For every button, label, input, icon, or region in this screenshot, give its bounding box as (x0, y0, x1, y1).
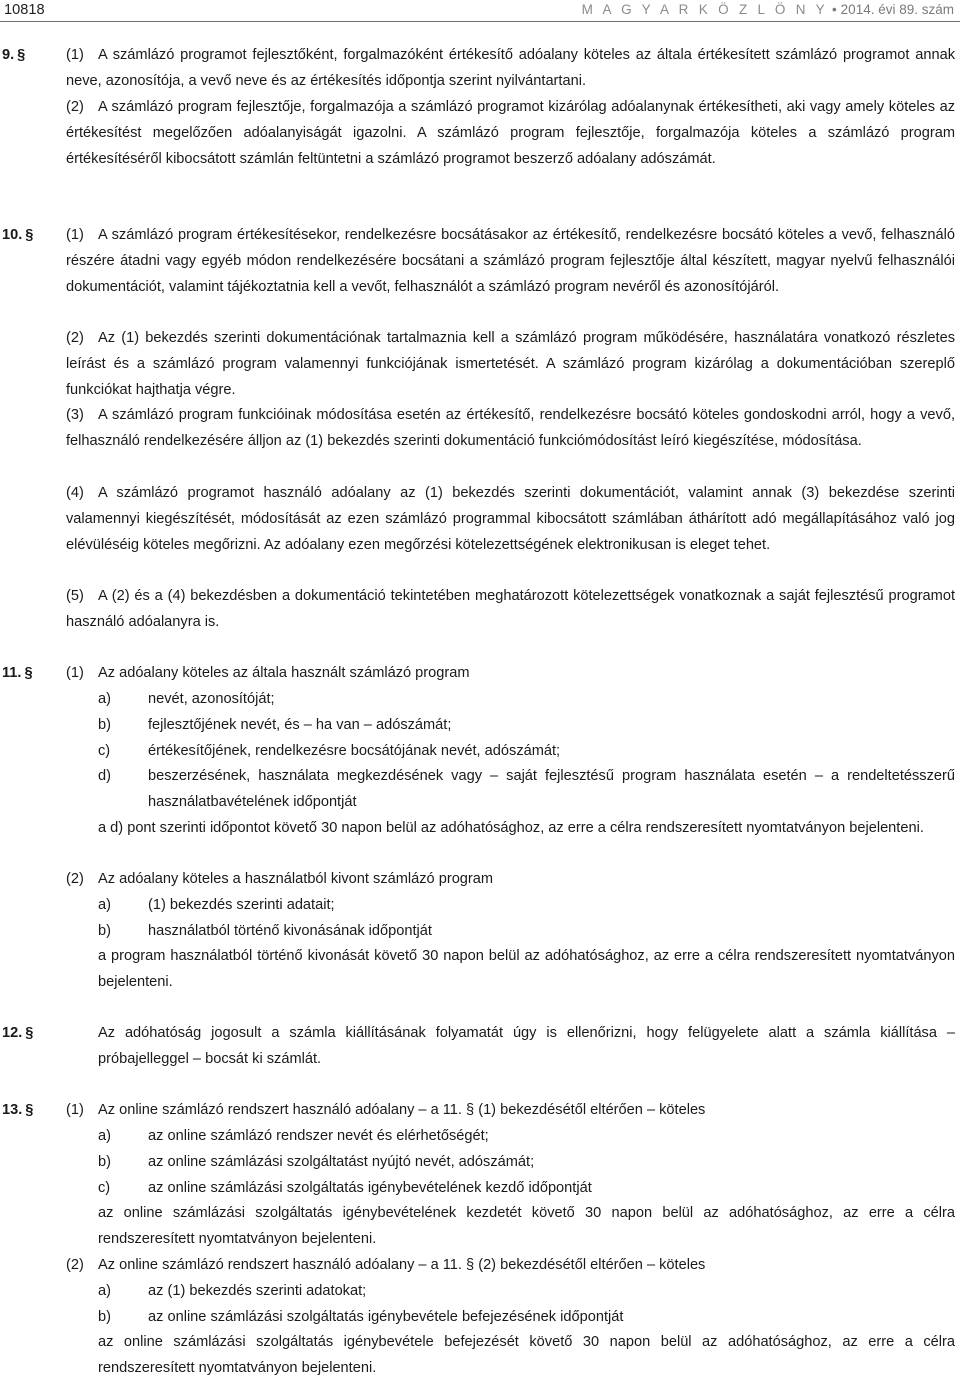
paragraph-label: (5) (66, 588, 84, 604)
section-number: 11. § (2, 665, 33, 681)
paragraph-outro: a d) pont szerinti időpontot követő 30 napon belül az adóhatósághoz, az erre a célra rendszeresített nyomtatványon bejelenteni. (98, 820, 924, 836)
paragraph-text: A (2) és a (4) bekezdésben a dokumentáció tekintetében meghatározott kötelezettségek vonatkoznak a saját fejlesztésű programot használó adóalanyra is. (66, 588, 955, 630)
paragraph-label: (4) (66, 485, 84, 501)
list-item: beszerzésének, használata megkezdésének vagy – saját fejlesztésű program használata esetén – a rendeltetésszerű használatbavételének időpontját (148, 768, 955, 810)
section-number: 10. § (2, 227, 34, 243)
list-item-letter: c) (98, 1180, 111, 1196)
list-item-letter: b) (98, 1154, 111, 1170)
list-item-letter: a) (98, 1128, 111, 1144)
section-number: 12. § (2, 1025, 34, 1041)
paragraph-outro: az online számlázási szolgáltatás igénybevételének kezdetét követő 30 napon belül az adóhatósághoz, az erre a célra rendszeresített nyomtatványon bejelenteni. (98, 1205, 955, 1247)
paragraph-label: (1) (66, 47, 84, 63)
paragraph-intro: Az online számlázó rendszert használó adóalany – a 11. § (2) bekezdésétől eltérően – köteles (98, 1257, 706, 1273)
paragraph-text: A számlázó program fejlesztője, forgalmazója a számlázó programot kizárólag adóalanynak értékesítheti, aki vagy amely köteles az értékesítést megelőzően adóalanyiságát igazolni. A számlázó program fejlesztője, forgalmazója köteles a számlázó program értékesítéséről kibocsátott számlán feltüntetni a számlázó programot beszerző adóalany adószámát. (66, 99, 955, 167)
page-header (0, 0, 960, 28)
paragraph-label: (3) (66, 407, 84, 423)
paragraph-intro: Az adóalany köteles az általa használt számlázó program (98, 665, 470, 681)
paragraph-intro: Az online számlázó rendszert használó adóalany – a 11. § (1) bekezdésétől eltérően – köteles (98, 1102, 706, 1118)
paragraph-label: (1) (66, 665, 84, 681)
list-item-letter: c) (98, 743, 111, 759)
paragraph-label: (2) (66, 330, 84, 346)
list-item-letter: d) (98, 768, 111, 784)
paragraph-text: A számlázó programot fejlesztőként, forgalmazóként értékesítő adóalany köteles az általa értékesített számlázó programot annak neve, azonosítója, a vevő neve és az értékesítés időpontja szerint nyilvántartani. (66, 47, 955, 89)
paragraph-label: (2) (66, 871, 84, 887)
list-item-letter: b) (98, 717, 111, 733)
list-item-letter: a) (98, 897, 111, 913)
paragraph-text: Az adóhatóság jogosult a számla kiállításának folyamatát úgy is ellenőrizni, hogy felügyelete alatt a számla kiállítása – próbajelleggel – bocsát ki számlát. (98, 1025, 955, 1067)
paragraph-text: A számlázó program funkcióinak módosítása esetén az értékesítő, rendelkezésre bocsátó köteles gondoskodni arról, hogy a vevő, felhasználó rendelkezésére álljon az (1) bekezdés szerinti dokumentáció funkciómódosítást leíró kiegészítése, módosítása. (66, 407, 955, 449)
issue-label: 2014. évi 89. szám (840, 2, 954, 17)
list-item: használatból történő kivonásának időpontját (148, 923, 432, 939)
paragraph-text: Az (1) bekezdés szerinti dokumentációnak tartalmaznia kell a számlázó program működésére, használatára vonatkozó részletes leírást és a számlázó program valamennyi funkciójának ismertetését. A számlázó program kizárólag a dokumentációban szereplő funkciókat hajthatja végre. (66, 330, 955, 398)
header-rule (0, 21, 960, 22)
paragraph-label: (1) (66, 227, 84, 243)
list-item-letter: a) (98, 691, 111, 707)
list-item: értékesítőjének, rendelkezésre bocsátójának nevét, adószámát; (148, 743, 561, 759)
paragraph-text: A számlázó program értékesítésekor, rendelkezésre bocsátásakor az értékesítő, rendelkezésre bocsátó köteles a vevő, felhasználó részére átadni vagy egyéb módon rendelkezésére bocsátani a számlázó program fejlesztője által készített, magyar nyelvű felhasználói dokumentációt, valamint tájékoztatnia kell a vevőt, felhasználót a számlázó program nevéről és azonosítójáról. (66, 227, 955, 295)
list-item: az online számlázási szolgáltatás igénybevétele befejezésének időpontját (148, 1309, 624, 1325)
list-item: fejlesztőjének nevét, és – ha van – adószámát; (148, 717, 452, 733)
list-item: az (1) bekezdés szerinti adatokat; (148, 1283, 367, 1299)
section-number: 9. § (2, 47, 26, 63)
list-item: az online számlázási szolgáltatást nyújtó nevét, adószámát; (148, 1154, 535, 1170)
paragraph-label: (2) (66, 99, 84, 115)
page-number: 10818 (4, 2, 45, 18)
separator-dot: • (831, 2, 837, 17)
list-item: nevét, azonosítóját; (148, 691, 275, 707)
paragraph-label: (1) (66, 1102, 84, 1118)
list-item: az online számlázó rendszer nevét és elérhetőségét; (148, 1128, 489, 1144)
journal-title: M A G Y A R K Ö Z L Ö N Y (581, 2, 828, 17)
paragraph-label: (2) (66, 1257, 84, 1273)
running-header (582, 1, 954, 19)
list-item-letter: a) (98, 1283, 111, 1299)
list-item: az online számlázási szolgáltatás igénybevételének kezdő időpontját (148, 1180, 592, 1196)
paragraph-outro: az online számlázási szolgáltatás igénybevétele befejezését követő 30 napon belül az adóhatósághoz, az erre a célra rendszeresített nyomtatványon bejelenteni. (98, 1334, 955, 1376)
list-item: (1) bekezdés szerinti adatait; (148, 897, 335, 913)
section-number: 13. § (2, 1102, 34, 1118)
list-item-letter: b) (98, 923, 111, 939)
paragraph-intro: Az adóalany köteles a használatból kivont számlázó program (98, 871, 494, 887)
list-item-letter: b) (98, 1309, 111, 1325)
paragraph-text: A számlázó programot használó adóalany az (1) bekezdés szerinti dokumentációt, valamint annak (3) bekezdése szerinti valamennyi kiegészítését, módosítását az ezen számlázó programmal kibocsátott számlában áthárított adó megállapításához való jog elévüléséig köteles megőrizni. Az adóalany ezen megőrzési kötelezettségének elektronikusan is eleget tehet. (66, 485, 955, 553)
paragraph-outro: a program használatból történő kivonását követő 30 napon belül az adóhatósághoz, az erre a célra rendszeresített nyomtatványon bejelenteni. (98, 948, 955, 990)
